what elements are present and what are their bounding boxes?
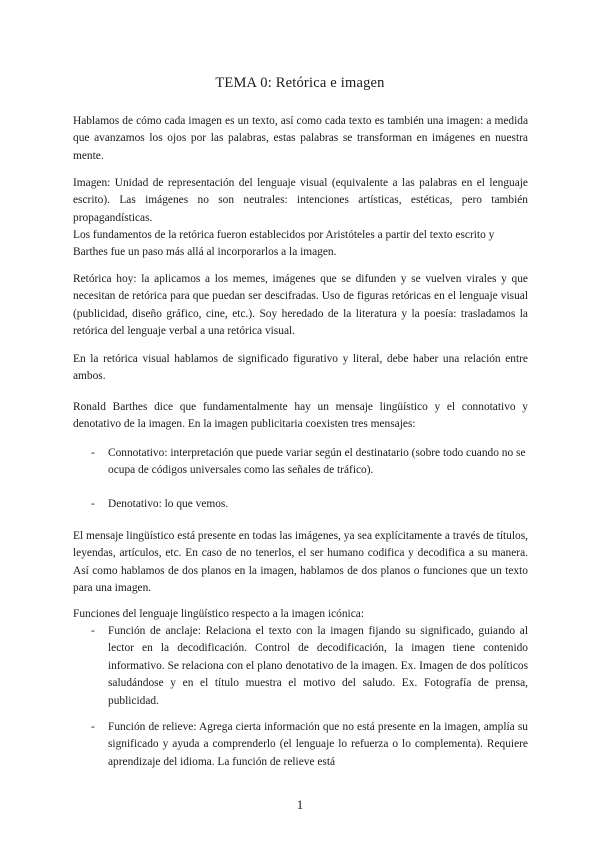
list-item-funcion-anclaje: Función de anclaje: Relaciona el texto con la imagen fijando su significado, guiando al lector en la decodificación. Control de decodificación, la imagen tiene contenido informativo. Se relaciona con el plano denotativo de la imagen. Ex. Imagen de dos políticos saludándose y en el título muestra el motivo del saludo. Ex. Fotografía de prensa, publicidad. (108, 625, 528, 707)
list-item-marker: - (91, 498, 95, 510)
paragraph-mensaje-linguistico: El mensaje lingüístico está presente en todas las imágenes, ya sea explícitamente a través de títulos, leyendas, artículos, etc. En caso de no tenerlos, el ser humano codifica y decodifica a su manera. Así como hablamos de dos planos en la imagen, hablamos de dos planos o funciones que un texto para una imagen. (73, 530, 528, 595)
paragraph-barthes: Ronald Barthes dice que fundamentalmente hay un mensaje lingüístico y el connotativo y denotativo de la imagen. En la imagen publicitaria coexisten tres mensajes: (73, 401, 528, 431)
list-item-denotativo: Denotativo: lo que vemos. (108, 498, 229, 510)
page-number: 1 (296, 797, 304, 812)
paragraph-funciones-intro: Funciones del lenguaje lingüístico respecto a la imagen icónica: (73, 608, 365, 620)
paragraph-retorica-visual: En la retórica visual hablamos de significado figurativo y literal, debe haber una relación entre ambos. (73, 353, 528, 383)
paragraph-intro: Hablamos de cómo cada imagen es un texto, así como cada texto es también una imagen: a medida que avanzamos los ojos por las palabras, estas palabras se transforman en imágenes en nuestra mente. (73, 115, 528, 162)
list-item-marker: - (91, 447, 95, 459)
list-item-connotativo: Connotativo: interpretación que puede variar según el destinatario (sobre todo cuando no se ocupa de códigos universales como las señales de tráfico). (108, 447, 526, 477)
list-item-marker: - (91, 721, 95, 733)
page-title: TEMA 0: Retórica e imagen (215, 75, 385, 91)
paragraph-imagen-definition: Imagen: Unidad de representación del lenguaje visual (equivalente a las palabras en el lenguaje escrito). Las imágenes no son neutrales: intenciones artísticas, estéticas, pero también propagandísticas. (73, 177, 528, 224)
paragraph-fundamentos: Los fundamentos de la retórica fueron establecidos por Aristóteles a partir del texto escrito y Barthes fue un paso más allá al incorporarlos a la imagen. (73, 229, 495, 259)
paragraph-retorica-hoy: Retórica hoy: la aplicamos a los memes, imágenes que se difunden y se vuelven virales y que necesitan de retórica para que puedan ser descifradas. Uso de figuras retóricas en el lenguaje visual (publicidad, diseño gráfico, cine, etc.). Soy heredado de la literatura y la poesía: trasladamos la retórica del lenguaje verbal a una retórica visual. (73, 273, 528, 338)
list-item-funcion-relieve: Función de relieve: Agrega cierta información que no está presente en la imagen, amplía su significado y ayuda a comprenderlo (el lenguaje lo refuerza o lo complementa). Requiere aprendizaje del idioma. La función de relieve está (108, 721, 528, 768)
list-item-marker: - (91, 625, 95, 637)
